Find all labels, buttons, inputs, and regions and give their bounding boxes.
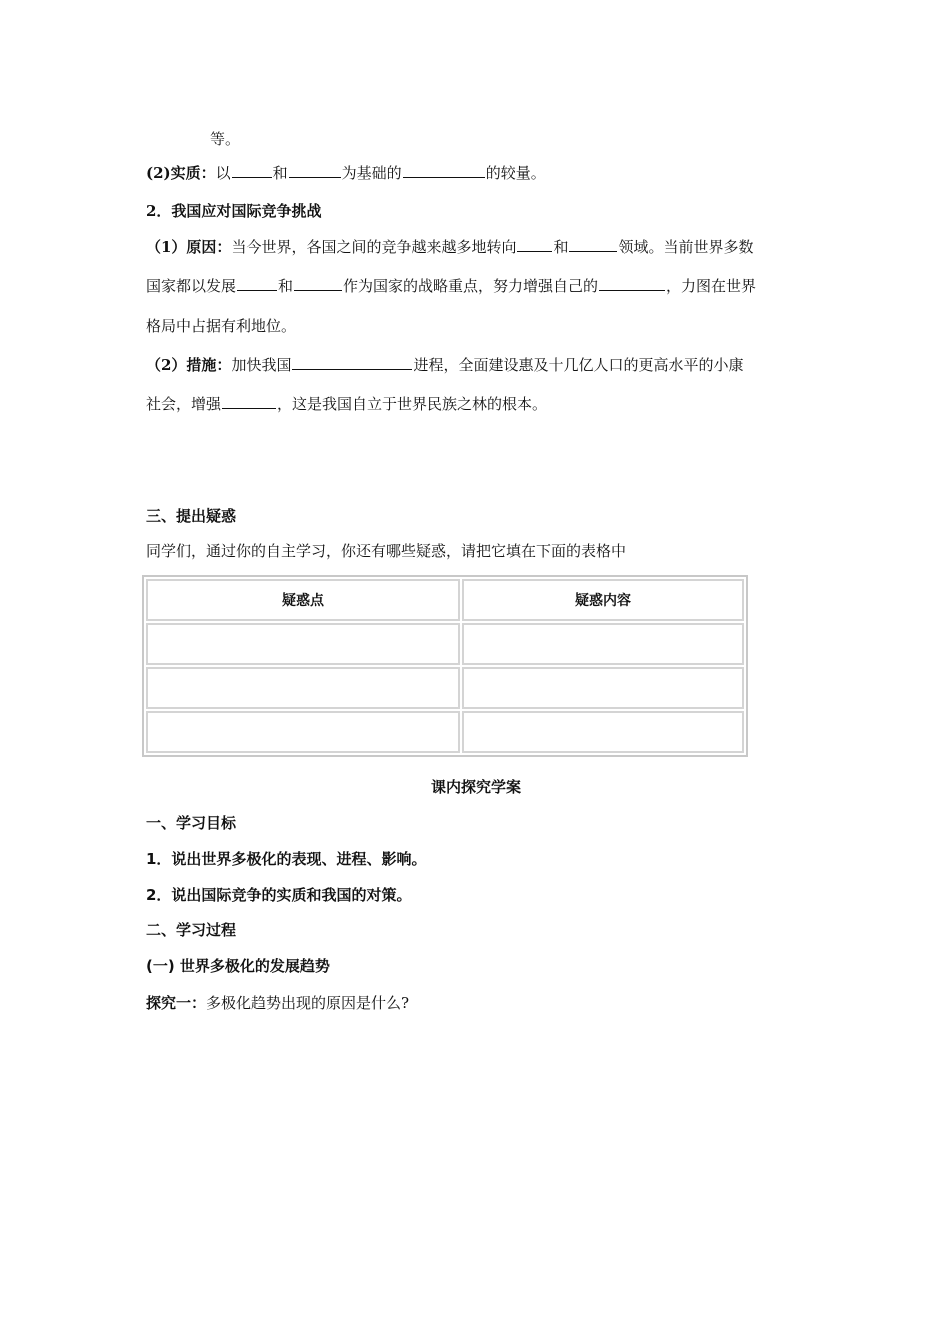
text-line	[146, 275, 810, 297]
fill-blank[interactable]	[237, 275, 277, 291]
text-line	[146, 393, 810, 415]
text: 当今世界，各国之间的竞争越来越多地转向	[231, 238, 517, 256]
question-label: 探究一：	[146, 994, 207, 1012]
text: 以	[215, 164, 231, 182]
text: 领域。当前世界多数	[618, 238, 754, 256]
table-cell[interactable]	[462, 711, 744, 753]
table-row	[146, 667, 744, 709]
table-cell[interactable]	[146, 623, 460, 665]
section-title: 一、学习目标	[146, 814, 237, 832]
page-title: 课内探究学案	[430, 778, 521, 796]
fill-blank[interactable]	[289, 162, 341, 178]
label: （1）原因：	[146, 238, 232, 256]
text: 和	[278, 277, 294, 295]
text: 为基础的	[341, 164, 402, 182]
text: 作为国家的战略重点，努力增强自己的	[343, 277, 599, 295]
text-line: 等。	[210, 130, 241, 148]
text: 和	[272, 164, 288, 182]
table-header: 疑惑内容	[462, 579, 744, 621]
section-title: 二、学习过程	[146, 921, 237, 939]
table-cell[interactable]	[462, 667, 744, 709]
fill-blank[interactable]	[569, 236, 617, 252]
table-cell[interactable]	[462, 623, 744, 665]
text: 国家都以发展	[146, 277, 237, 295]
text: 社会，增强	[146, 395, 222, 413]
text: ，这是我国自立于世界民族之林的根本。	[277, 395, 548, 413]
text-line	[146, 162, 810, 184]
section-title: 三、提出疑惑	[146, 507, 237, 525]
fill-blank[interactable]	[517, 236, 552, 252]
table-cell[interactable]	[146, 667, 460, 709]
goal-item: 1．说出世界多极化的表现、进程、影响。	[146, 850, 427, 868]
doubts-table	[142, 575, 748, 757]
fill-blank[interactable]	[222, 393, 276, 409]
subsection-title: (一) 世界多极化的发展趋势	[146, 957, 330, 975]
text-line	[146, 236, 810, 258]
table-row	[146, 623, 744, 665]
fill-blank[interactable]	[232, 162, 272, 178]
question-text: 多极化趋势出现的原因是什么?	[206, 994, 410, 1012]
table-header: 疑惑点	[146, 579, 460, 621]
text: 的较量。	[485, 164, 546, 182]
goal-item: 2．说出国际竞争的实质和我国的对策。	[146, 886, 412, 904]
table-cell[interactable]	[146, 711, 460, 753]
text: 进程，全面建设惠及十几亿人口的更高水平的小康	[413, 356, 744, 374]
fill-blank[interactable]	[294, 275, 342, 291]
heading: 2．我国应对国际竞争挑战	[146, 202, 322, 220]
label: (2)实质：	[146, 164, 216, 182]
text: 和	[553, 238, 569, 256]
question-line	[146, 992, 810, 1014]
fill-blank[interactable]	[403, 162, 485, 178]
text-line: 格局中占据有利地位。	[146, 317, 297, 335]
text-line	[146, 354, 810, 376]
fill-blank[interactable]	[292, 354, 412, 370]
label: （2）措施：	[146, 356, 232, 374]
text: ，力图在世界	[666, 277, 757, 295]
intro-text: 同学们，通过你的自主学习，你还有哪些疑惑，请把它填在下面的表格中	[146, 542, 627, 560]
fill-blank[interactable]	[599, 275, 665, 291]
text: 加快我国	[231, 356, 292, 374]
table-header-row	[146, 579, 744, 621]
table-row	[146, 711, 744, 753]
